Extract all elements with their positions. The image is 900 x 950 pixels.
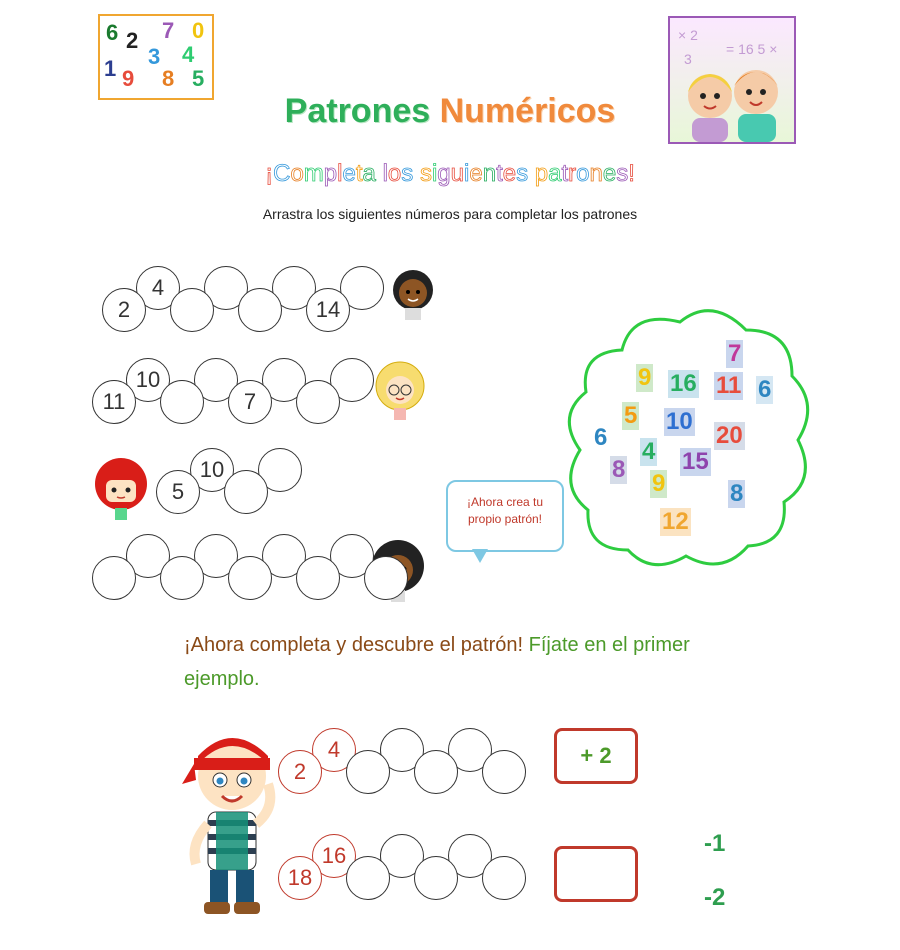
pattern-circle[interactable]: 18 — [278, 856, 322, 900]
number-logo — [98, 14, 214, 100]
pattern-circle[interactable]: 2 — [278, 750, 322, 794]
cloud-number[interactable]: 4 — [642, 438, 656, 465]
logo-digit: 8 — [162, 66, 175, 91]
bubble-tail — [472, 549, 488, 563]
rule-box-1[interactable] — [554, 728, 638, 784]
subtitle-char: s — [419, 160, 432, 187]
pattern-circle[interactable]: 11 — [92, 380, 136, 424]
cloud-number[interactable]: 8 — [612, 456, 626, 483]
subtitle-char: o — [576, 160, 590, 187]
blonde-girl-face-icon — [372, 360, 418, 410]
bubble-line-1: ¡Ahora crea tu — [466, 495, 544, 509]
page-title — [0, 92, 900, 131]
pirate-boy-icon — [180, 724, 280, 920]
cloud-number[interactable]: 11 — [716, 372, 742, 399]
cloud-number[interactable]: 16 — [670, 370, 697, 397]
svg-text:3: 3 — [684, 51, 692, 67]
pattern-circle[interactable] — [482, 856, 526, 900]
subtitle-char: e — [342, 160, 356, 187]
subtitle-char: n — [482, 160, 497, 187]
logo-digit: 3 — [148, 44, 161, 69]
pattern-circle[interactable] — [160, 556, 204, 600]
logo-digit: 4 — [182, 42, 195, 67]
cloud-number[interactable]: 15 — [682, 448, 709, 475]
pattern-circle[interactable] — [160, 380, 204, 424]
option-minus-2[interactable]: -2 — [704, 884, 726, 911]
subtitle-char: e — [602, 160, 617, 187]
cloud-number[interactable]: 12 — [662, 508, 689, 535]
cloud-number[interactable]: 5 — [624, 402, 638, 429]
logo-digit: 6 — [106, 20, 119, 45]
pattern-circle[interactable] — [414, 750, 458, 794]
logo-digit: 7 — [162, 18, 175, 43]
pattern-circle[interactable]: 7 — [228, 380, 272, 424]
pattern-circle[interactable]: 2 — [102, 288, 146, 332]
pattern-circle[interactable]: 4 — [136, 266, 180, 310]
redhead-girl-face-icon — [88, 456, 134, 506]
svg-text:× 2: × 2 — [678, 27, 698, 43]
subtitle-char: s — [401, 160, 414, 187]
pattern-circle[interactable] — [346, 750, 390, 794]
cloud-number[interactable]: 6 — [758, 376, 772, 403]
pattern-circle[interactable] — [482, 750, 526, 794]
cloud-number[interactable]: 20 — [716, 422, 743, 449]
subtitle-char: l — [382, 160, 388, 187]
subtitle-char: u — [450, 160, 464, 187]
subtitle-char: s — [516, 160, 529, 187]
subtitle-char: t — [561, 160, 569, 187]
subtitle-char: ¡ — [265, 160, 274, 187]
pattern-circle[interactable] — [170, 288, 214, 332]
speech-bubble — [446, 480, 564, 552]
subtitle-char: l — [337, 160, 343, 187]
pattern-circle[interactable] — [238, 288, 282, 332]
pattern-circle[interactable] — [346, 856, 390, 900]
rule-box-2[interactable] — [554, 846, 638, 902]
subtitle-char — [528, 160, 535, 187]
cloud-number[interactable]: 8 — [730, 480, 744, 507]
pattern-circle[interactable] — [224, 470, 268, 514]
option-minus-1[interactable]: -1 — [704, 830, 726, 857]
pattern-circle[interactable] — [414, 856, 458, 900]
complete-instruction — [184, 628, 744, 696]
title-part-2: Numéricos — [439, 92, 616, 130]
girl-face-icon — [390, 268, 436, 318]
subtitle-char — [376, 160, 383, 187]
subtitle-char: e — [469, 160, 483, 187]
logo-digit: 9 — [122, 66, 135, 91]
subtitle-char: p — [323, 160, 338, 187]
cloud-number[interactable]: 7 — [728, 340, 742, 367]
pattern-circle[interactable]: 4 — [312, 728, 356, 772]
cloud-number[interactable]: 9 — [652, 470, 666, 497]
pattern-circle[interactable]: 14 — [306, 288, 350, 332]
subtitle-char: t — [355, 160, 363, 187]
subtitle-char: a — [362, 160, 376, 187]
subtitle-char: g — [437, 160, 451, 187]
subtitle-char: r — [568, 160, 577, 187]
svg-text:= 16 5 ×: = 16 5 × — [726, 41, 778, 57]
logo-digit: 5 — [192, 66, 205, 91]
rule-box-1-text: + 2 — [580, 743, 612, 768]
subtitle-char — [413, 160, 420, 187]
subtitle-char: C — [273, 160, 291, 187]
complete-instruction-main: ¡Ahora completa y descubre el patrón! — [184, 634, 524, 656]
subtitle-char: i — [431, 160, 438, 187]
subtitle-char: i — [464, 160, 470, 187]
pattern-circle[interactable]: 5 — [156, 470, 200, 514]
pattern-circle[interactable]: 16 — [312, 834, 356, 878]
complete-instruction-hint: Fíjate en el primer ejemplo. — [184, 634, 690, 690]
cloud-number[interactable]: 10 — [666, 408, 693, 435]
pattern-circle[interactable] — [296, 556, 340, 600]
cloud-number[interactable]: 6 — [594, 424, 608, 451]
bubble-line-2: propio patrón! — [467, 512, 543, 526]
subtitle-char: o — [387, 160, 402, 187]
subtitle-char: s — [616, 160, 629, 187]
pattern-circle[interactable] — [228, 556, 272, 600]
subtitle-char: n — [589, 160, 603, 187]
pattern-circle[interactable] — [364, 556, 408, 600]
subtitle-char: a — [548, 160, 562, 187]
subtitle-char: ! — [628, 160, 635, 187]
logo-digit: 2 — [126, 28, 139, 53]
subtitle-char: p — [534, 160, 549, 187]
subtitle-char: t — [496, 160, 503, 187]
subtitle-char: m — [303, 160, 324, 187]
pattern-circle[interactable] — [296, 380, 340, 424]
subtitle — [0, 160, 900, 188]
title-part-1: Patrones — [284, 92, 431, 130]
subtitle-char: e — [502, 160, 517, 187]
pattern-circle[interactable]: 10 — [190, 448, 234, 492]
logo-digit: 1 — [104, 56, 117, 81]
logo-digit: 0 — [192, 18, 205, 43]
pattern-circle[interactable]: 10 — [126, 358, 170, 402]
subtitle-char: o — [290, 160, 304, 187]
cloud-number[interactable]: 9 — [638, 364, 652, 391]
instruction-text: Arrastra los siguientes números para completar los patrones — [262, 206, 638, 222]
pattern-circle[interactable] — [92, 556, 136, 600]
